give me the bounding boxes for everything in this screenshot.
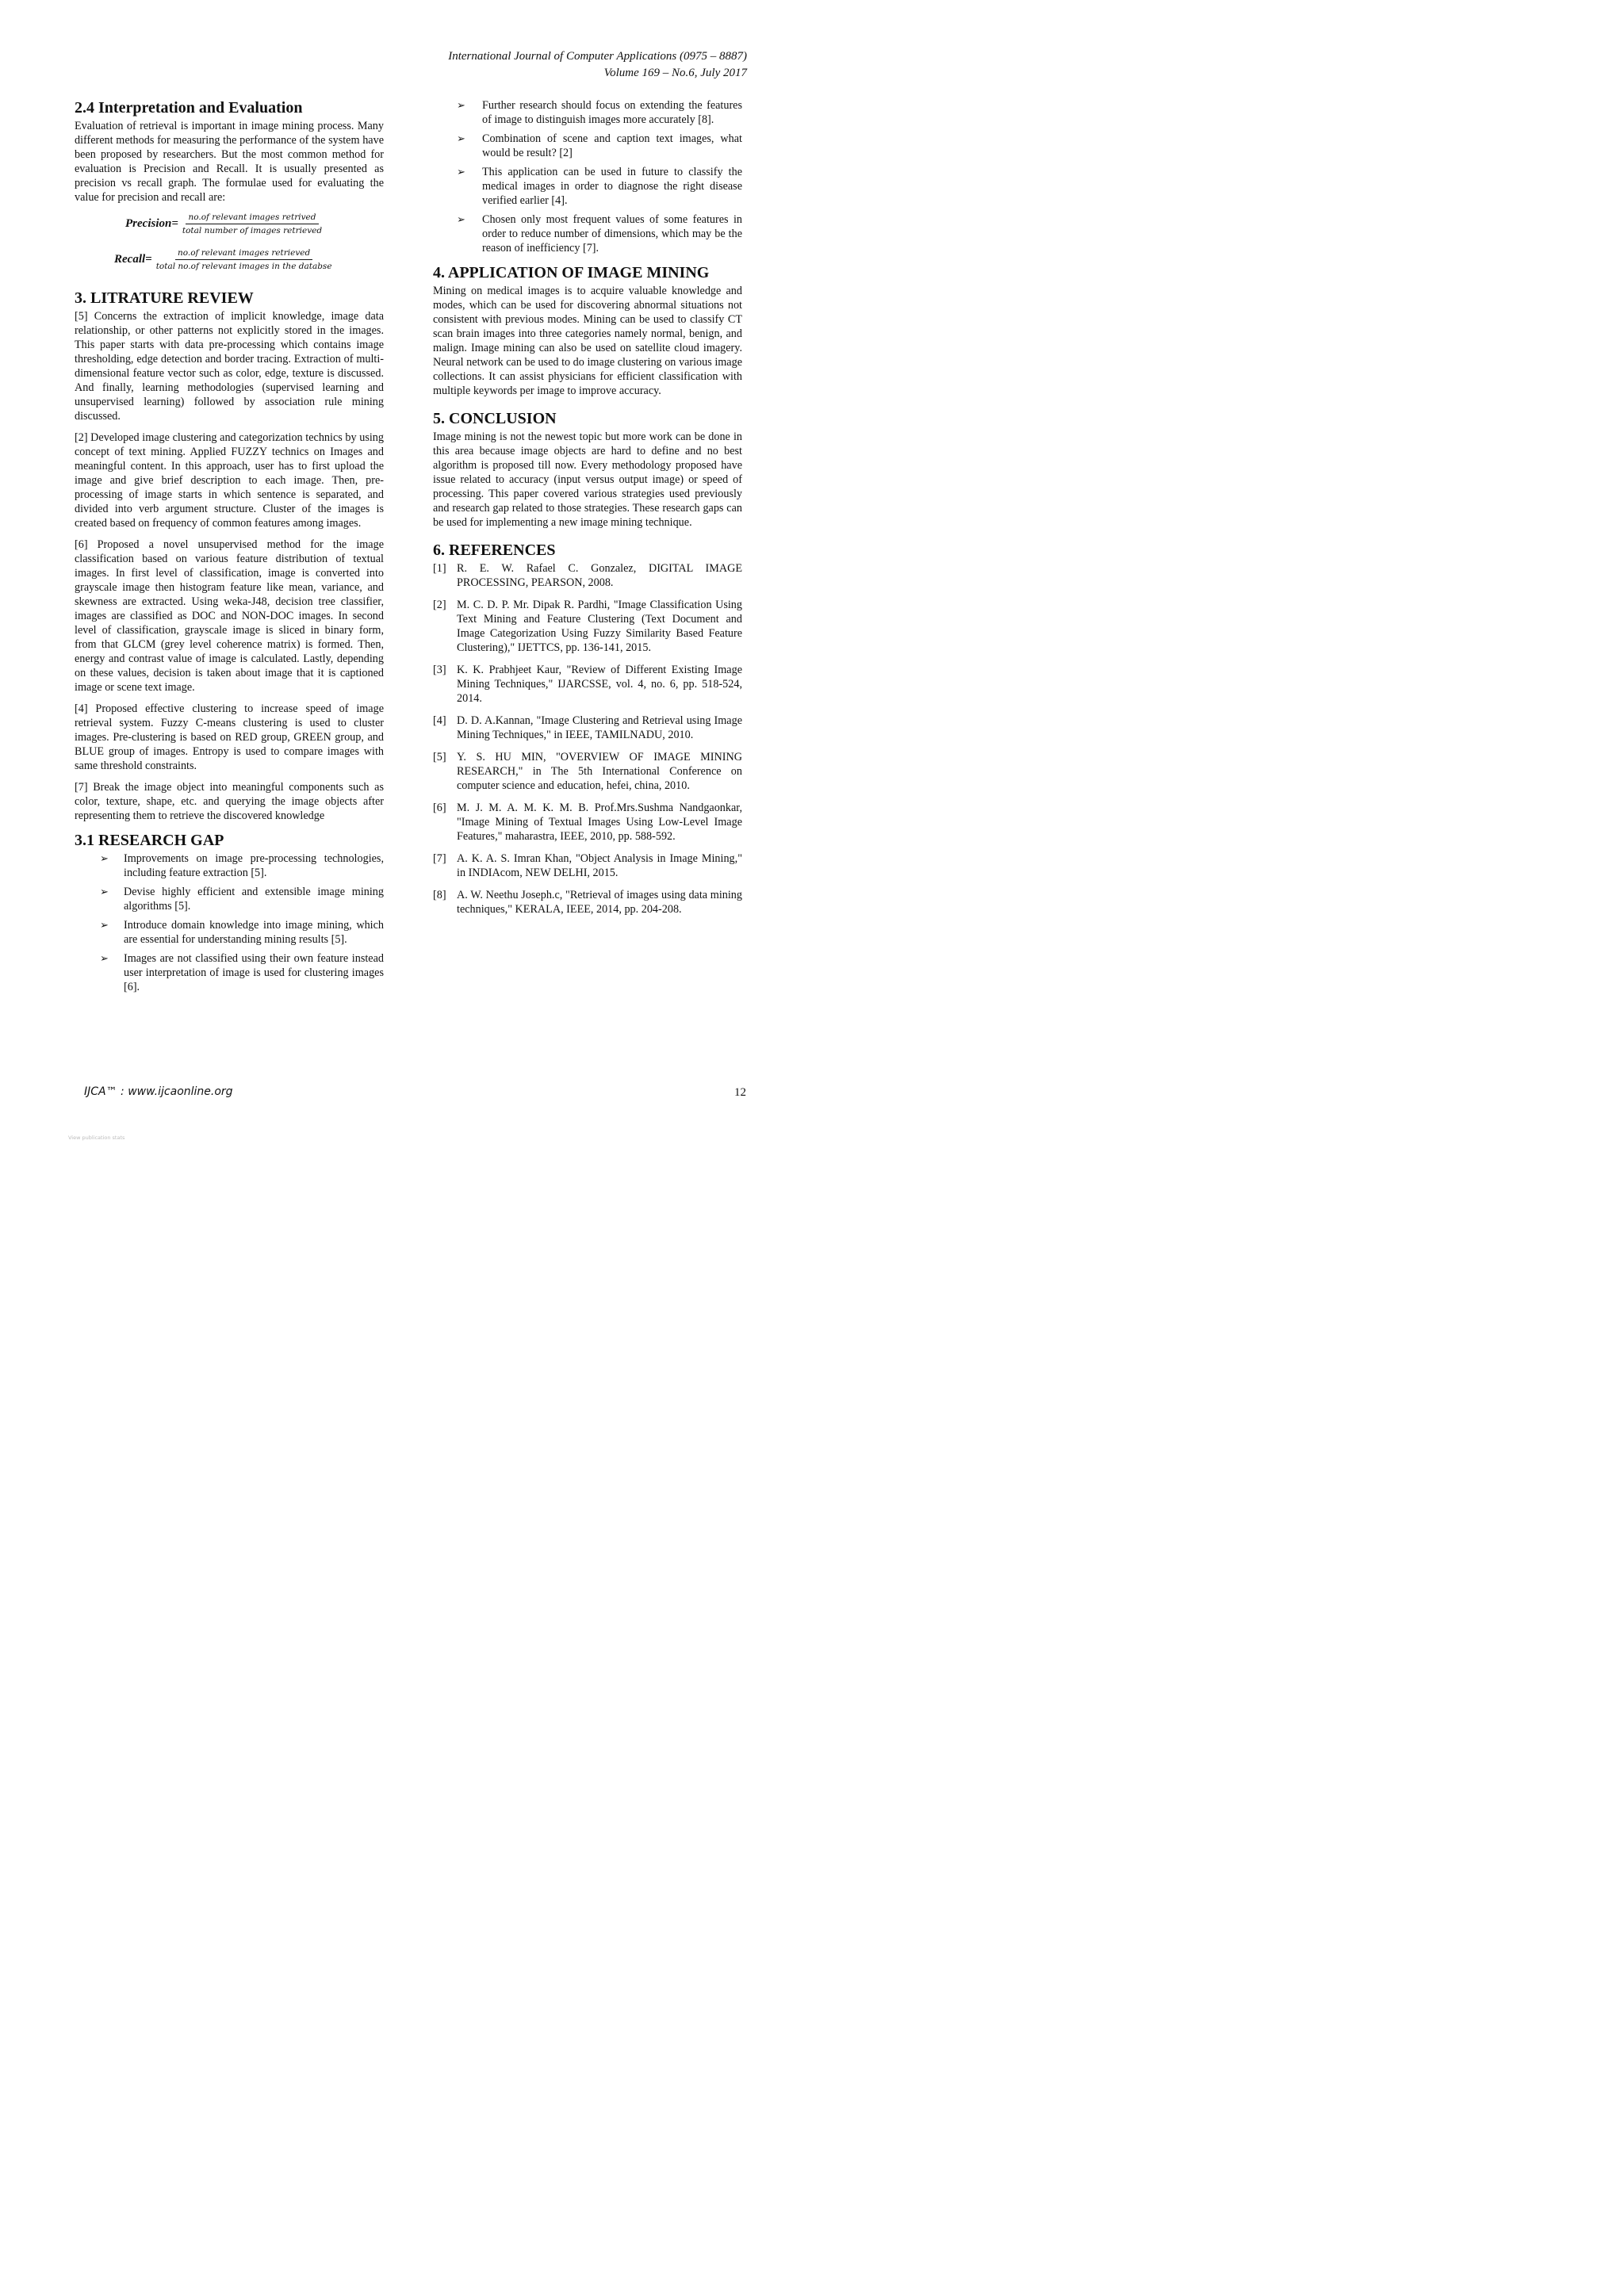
precision-denominator: total number of images retrieved — [182, 226, 323, 235]
reference-text: A. W. Neethu Joseph.c, "Retrieval of images using data mining techniques," KERALA, IEEE, 2014, pp. 204-208. — [457, 889, 742, 916]
journal-title: International Journal of Computer Applications (0975 – 8887) — [448, 50, 747, 63]
research-gap-text: Images are not classified using their own feature instead user interpretation of image is used for clustering images [6]. — [124, 952, 384, 993]
research-gap-item — [75, 851, 384, 880]
section-2-4-text: Evaluation of retrieval is important in image mining process. Many different methods for measuring the performance of the system have been proposed by researchers. But the most common method for evaluation is Precision and Recall. It is usually presented as precision vs recall graph. The formulae used for evaluating the value for precision and recall are: — [75, 120, 384, 204]
reference-number: [2] — [433, 599, 446, 611]
footer-journal-site: IJCA™ : www.ijcaonline.org — [84, 1085, 233, 1098]
arrow-bullet-icon: ➢ — [100, 919, 109, 931]
reference-text: M. J. M. A. M. K. M. B. Prof.Mrs.Sushma Nandgaonkar, "Image Mining of Textual Images Using Low-Level Image Features," maharastra, IEEE, 2010, pp. 588-592. — [457, 802, 742, 843]
research-gap-item — [433, 132, 742, 160]
research-gap-item — [75, 885, 384, 913]
reference-text: D. D. A.Kannan, "Image Clustering and Retrieval using Image Mining Techniques," in IEEE, TAMILNADU, 2010. — [457, 714, 742, 741]
research-gap-text: Improvements on image pre-processing technologies, including feature extraction [5]. — [124, 852, 384, 879]
arrow-bullet-icon: ➢ — [100, 886, 109, 897]
research-gap-item — [433, 165, 742, 208]
reference-text: K. K. Prabhjeet Kaur, "Review of Different Existing Image Mining Techniques," IJARCSSE, vol. 4, no. 6, pp. 518-524, 2014. — [457, 664, 742, 705]
arrow-bullet-icon: ➢ — [457, 166, 465, 178]
reference-item — [433, 888, 742, 916]
research-gap-item — [433, 212, 742, 255]
reference-number: [7] — [433, 852, 446, 865]
recall-numerator: no.of relevant images retrieved — [175, 248, 312, 260]
reference-text: Y. S. HU MIN, "OVERVIEW OF IMAGE MINING RESEARCH," in The 5th International Conference on computer science and education, hefei, china, 2010. — [457, 751, 742, 792]
left-column — [75, 98, 384, 999]
arrow-bullet-icon: ➢ — [100, 952, 109, 964]
reference-item — [433, 598, 742, 655]
precision-numerator: no.of relevant images retrived — [186, 212, 318, 224]
reference-text: M. C. D. P. Mr. Dipak R. Pardhi, "Image Classification Using Text Mining and Feature Clustering (Text Document and Image Categorization Using Fuzzy Similarity Based Feature Clustering)," IJETTCS, pp. 136-141, 2015. — [457, 599, 742, 654]
literature-paragraph: [4] Proposed effective clustering to increase speed of image retrieval system. Fuzzy C-means clustering is used to cluster images. Pre-clustering is based on RED group, GREEN group, and BLUE group of images. Entropy is used to compare images with same threshold constraints. — [75, 702, 384, 772]
reference-number: [6] — [433, 802, 446, 814]
section-4-heading: 4. APPLICATION OF IMAGE MINING — [433, 264, 710, 281]
research-gap-text: This application can be used in future to classify the medical images in order to diagnose the right disease verified earlier [4]. — [482, 166, 742, 207]
reference-item — [433, 750, 742, 793]
arrow-bullet-icon: ➢ — [100, 852, 109, 864]
research-gap-text: Combination of scene and caption text images, what would be result? [2] — [482, 132, 742, 159]
research-gap-item — [75, 951, 384, 994]
reference-item — [433, 714, 742, 742]
reference-item — [433, 801, 742, 844]
research-gap-text: Introduce domain knowledge into image mining, which are essential for understanding mining results [5]. — [124, 919, 384, 946]
arrow-bullet-icon: ➢ — [457, 213, 465, 225]
section-3-1-heading: 3.1 RESEARCH GAP — [75, 832, 224, 849]
reference-number: [8] — [433, 889, 446, 901]
reference-number: [4] — [433, 714, 446, 727]
research-gap-text: Further research should focus on extending the features of image to distinguish images more accurately [8]. — [482, 99, 742, 126]
recall-denominator: total no.of relevant images in the databse — [155, 262, 332, 271]
reference-list — [433, 561, 742, 916]
right-column — [433, 98, 742, 924]
journal-header — [448, 48, 747, 82]
journal-volume: Volume 169 – No.6, July 2017 — [603, 67, 747, 79]
section-5-text: Image mining is not the newest topic but more work can be done in this area because image objects are hard to define and no best algorithm is proposed till now. Every methodology proposed have issue related to accuracy (input versus output image) or speed of processing. This paper covered various strategies used previously and research gap related to those strategies. These research gaps can be used for implementing a new image mining technique. — [433, 430, 742, 529]
research-gap-list — [75, 851, 384, 994]
section-5-heading: 5. CONCLUSION — [433, 410, 557, 427]
research-gap-list-continued — [433, 98, 742, 255]
section-3-heading: 3. LITRATURE REVIEW — [75, 289, 254, 307]
research-gap-item — [75, 918, 384, 947]
arrow-bullet-icon: ➢ — [457, 99, 465, 111]
recall-fraction — [154, 248, 335, 271]
recall-label: Recall= — [114, 253, 152, 266]
precision-formula — [125, 212, 384, 235]
reference-item — [433, 561, 742, 590]
reference-text: A. K. A. S. Imran Khan, "Object Analysis in Image Mining," in INDIAcom, NEW DELHI, 2015. — [457, 852, 742, 879]
research-gap-item — [433, 98, 742, 127]
reference-number: [1] — [433, 562, 446, 575]
reference-number: [5] — [433, 751, 446, 763]
reference-item — [433, 663, 742, 706]
reference-item — [433, 851, 742, 880]
reference-number: [3] — [433, 664, 446, 676]
research-gap-text: Chosen only most frequent values of some features in order to reduce number of dimensions, which may be the reason of inefficiency [7]. — [482, 213, 742, 254]
literature-paragraph: [6] Proposed a novel unsupervised method for the image classification based on various feature distribution of textual images. In first level of classification, image is converted into grayscale image then histogram feature like mean, variance, and skewness are extracted. Using weka-J48, decision tree classifier, images are classified as DOC and NON-DOC images. In second level of classification, grayscale image is sliced in binary form, from that GLCM (grey level coherence matrix) is formed. Then, energy and contrast value of image is calculated. Lastly, depending on these values, decision is taken about image that it is captioned image or scene text image. — [75, 538, 384, 694]
literature-paragraph: [5] Concerns the extraction of implicit knowledge, image data relationship, or other patterns not explicitly stored in the images. This paper starts with data pre-processing which contains image thresholding, edge detection and border tracing. Extraction of multi-dimensional feature vector such as color, edge, texture is discussed. And finally, learning methodologies (supervised learning and unsupervised learning) followed by association rule mining discussed. — [75, 310, 384, 423]
literature-paragraph: [2] Developed image clustering and categorization technics by using concept of text mining. Applied FUZZY technics on Images and meaningful content. In this approach, user has to first upload the image and give brief description to each image. Then, pre-processing of image starts in which sentence is separated, and divided into verb argument structure. Cluster of the images is created based on frequency of common features among images. — [75, 431, 384, 530]
precision-fraction — [180, 212, 324, 235]
section-4-text: Mining on medical images is to acquire valuable knowledge and modes, which can be used for discovering abnormal situations not consistent with previous modes. Mining can be used to classify CT scan brain images into three categories namely normal, benign, and malign. Image mining can also be used on satellite cloud imagery. Neural network can be used to do image clustering on various image collections. It can assist physicians for efficient classification with multiple keywords per image to improve accuracy. — [433, 285, 742, 397]
recall-formula — [114, 248, 384, 271]
literature-paragraph: [7] Break the image object into meaningful components such as color, texture, shape, etc. and querying the image objects after representing them to retrieve the discovered knowledge — [75, 781, 384, 822]
section-2-4-heading: 2.4 Interpretation and Evaluation — [75, 99, 303, 117]
section-6-heading: 6. REFERENCES — [433, 541, 556, 559]
view-publication-stats-link[interactable]: View publication stats — [68, 1135, 125, 1141]
research-gap-text: Devise highly efficient and extensible image mining algorithms [5]. — [124, 886, 384, 913]
reference-text: R. E. W. Rafael C. Gonzalez, DIGITAL IMAGE PROCESSING, PEARSON, 2008. — [457, 562, 742, 589]
paper-page — [0, 0, 812, 1148]
arrow-bullet-icon: ➢ — [457, 132, 465, 144]
precision-label: Precision= — [125, 217, 178, 230]
page-number: 12 — [734, 1086, 746, 1099]
